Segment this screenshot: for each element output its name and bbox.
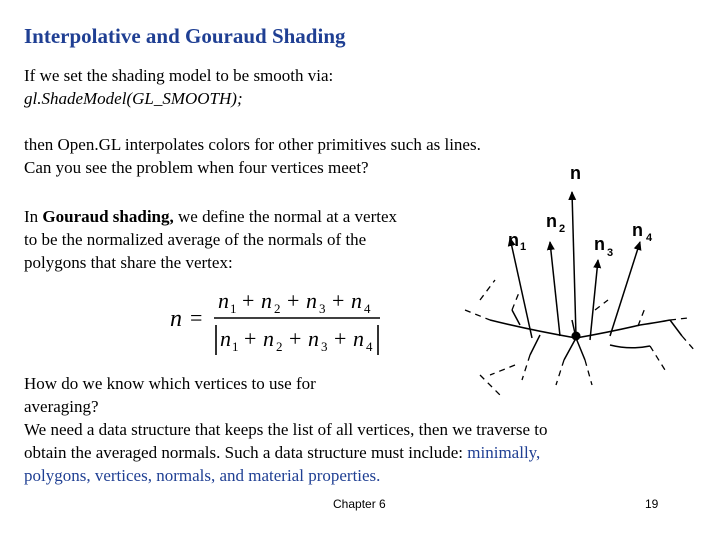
svg-text:+: + [334, 326, 347, 351]
label-n: n [570, 163, 581, 183]
para4-line4 [24, 441, 548, 464]
svg-text:+: + [244, 326, 257, 351]
svg-text:+: + [332, 288, 345, 313]
gouraud-normal-formula [160, 280, 390, 360]
para4-line5: polygons, vertices, normals, and material properties. [24, 466, 381, 485]
label-n1: n [508, 230, 519, 250]
svg-text:2: 2 [276, 339, 283, 354]
svg-text:1: 1 [232, 339, 239, 354]
mesh-edges [490, 310, 682, 360]
svg-text:4: 4 [366, 339, 373, 354]
paragraph-2 [24, 133, 481, 179]
paragraph-1 [24, 64, 333, 110]
svg-text:4: 4 [364, 301, 371, 316]
formula-lhs: n [170, 306, 182, 332]
gouraud-bold: Gouraud shading, [42, 207, 174, 226]
svg-text:n: n [308, 326, 319, 351]
normal-arrows [510, 192, 640, 340]
svg-text:n: n [220, 326, 231, 351]
para2-line1: then Open.GL interpolates colors for other primitives such as lines. [24, 135, 481, 154]
para4-line1: How do we know which vertices to use for [24, 374, 316, 393]
label-n3-sub: 3 [607, 247, 614, 259]
svg-text:n: n [218, 288, 229, 313]
label-n2-sub: 2 [559, 223, 566, 235]
shared-vertex [572, 332, 581, 341]
formula-numerator [218, 288, 371, 316]
svg-text:3: 3 [321, 339, 328, 354]
para4-line4-blue: minimally, [467, 443, 541, 462]
formula-equals: = [190, 305, 203, 330]
formula-denominator [216, 325, 378, 355]
para3-line1 [24, 205, 397, 228]
paragraph-3 [24, 205, 397, 274]
label-n4-sub: 4 [646, 232, 653, 244]
para1-line1: If we set the shading model to be smooth via: [24, 66, 334, 85]
paragraph-4 [24, 372, 548, 487]
svg-text:n: n [263, 326, 274, 351]
para3-line2: to be the normalized average of the normals of the [24, 230, 367, 249]
slide-title: Interpolative and Gouraud Shading [24, 24, 346, 48]
svg-text:1: 1 [230, 301, 237, 316]
footer-chapter: Chapter 6 [333, 497, 386, 511]
para4-line3: We need a data structure that keeps the list of all vertices, then we traverse to [24, 420, 548, 439]
para3-prefix: In [24, 207, 43, 226]
svg-text:+: + [242, 288, 255, 313]
svg-text:3: 3 [319, 301, 326, 316]
para2-line2: Can you see the problem when four vertices meet? [24, 158, 369, 177]
footer-page-number: 19 [645, 497, 659, 511]
svg-text:n: n [306, 288, 317, 313]
label-n2: n [546, 211, 557, 231]
svg-text:n: n [261, 288, 272, 313]
svg-text:n: n [353, 326, 364, 351]
svg-text:+: + [287, 288, 300, 313]
svg-text:+: + [289, 326, 302, 351]
svg-text:n: n [351, 288, 362, 313]
para3-rest: we define the normal at a vertex [173, 207, 398, 226]
para3-line3: polygons that share the vertex: [24, 253, 233, 272]
label-n4: n [632, 220, 643, 240]
label-n1-sub: 1 [520, 241, 527, 253]
label-n3: n [594, 234, 605, 254]
code-shade-model: gl.ShadeModel(GL_SMOOTH); [24, 89, 243, 108]
para4-line2: averaging? [24, 397, 99, 416]
svg-text:2: 2 [274, 301, 281, 316]
para4-line4-plain: obtain the averaged normals. Such a data structure must include: [24, 443, 468, 462]
